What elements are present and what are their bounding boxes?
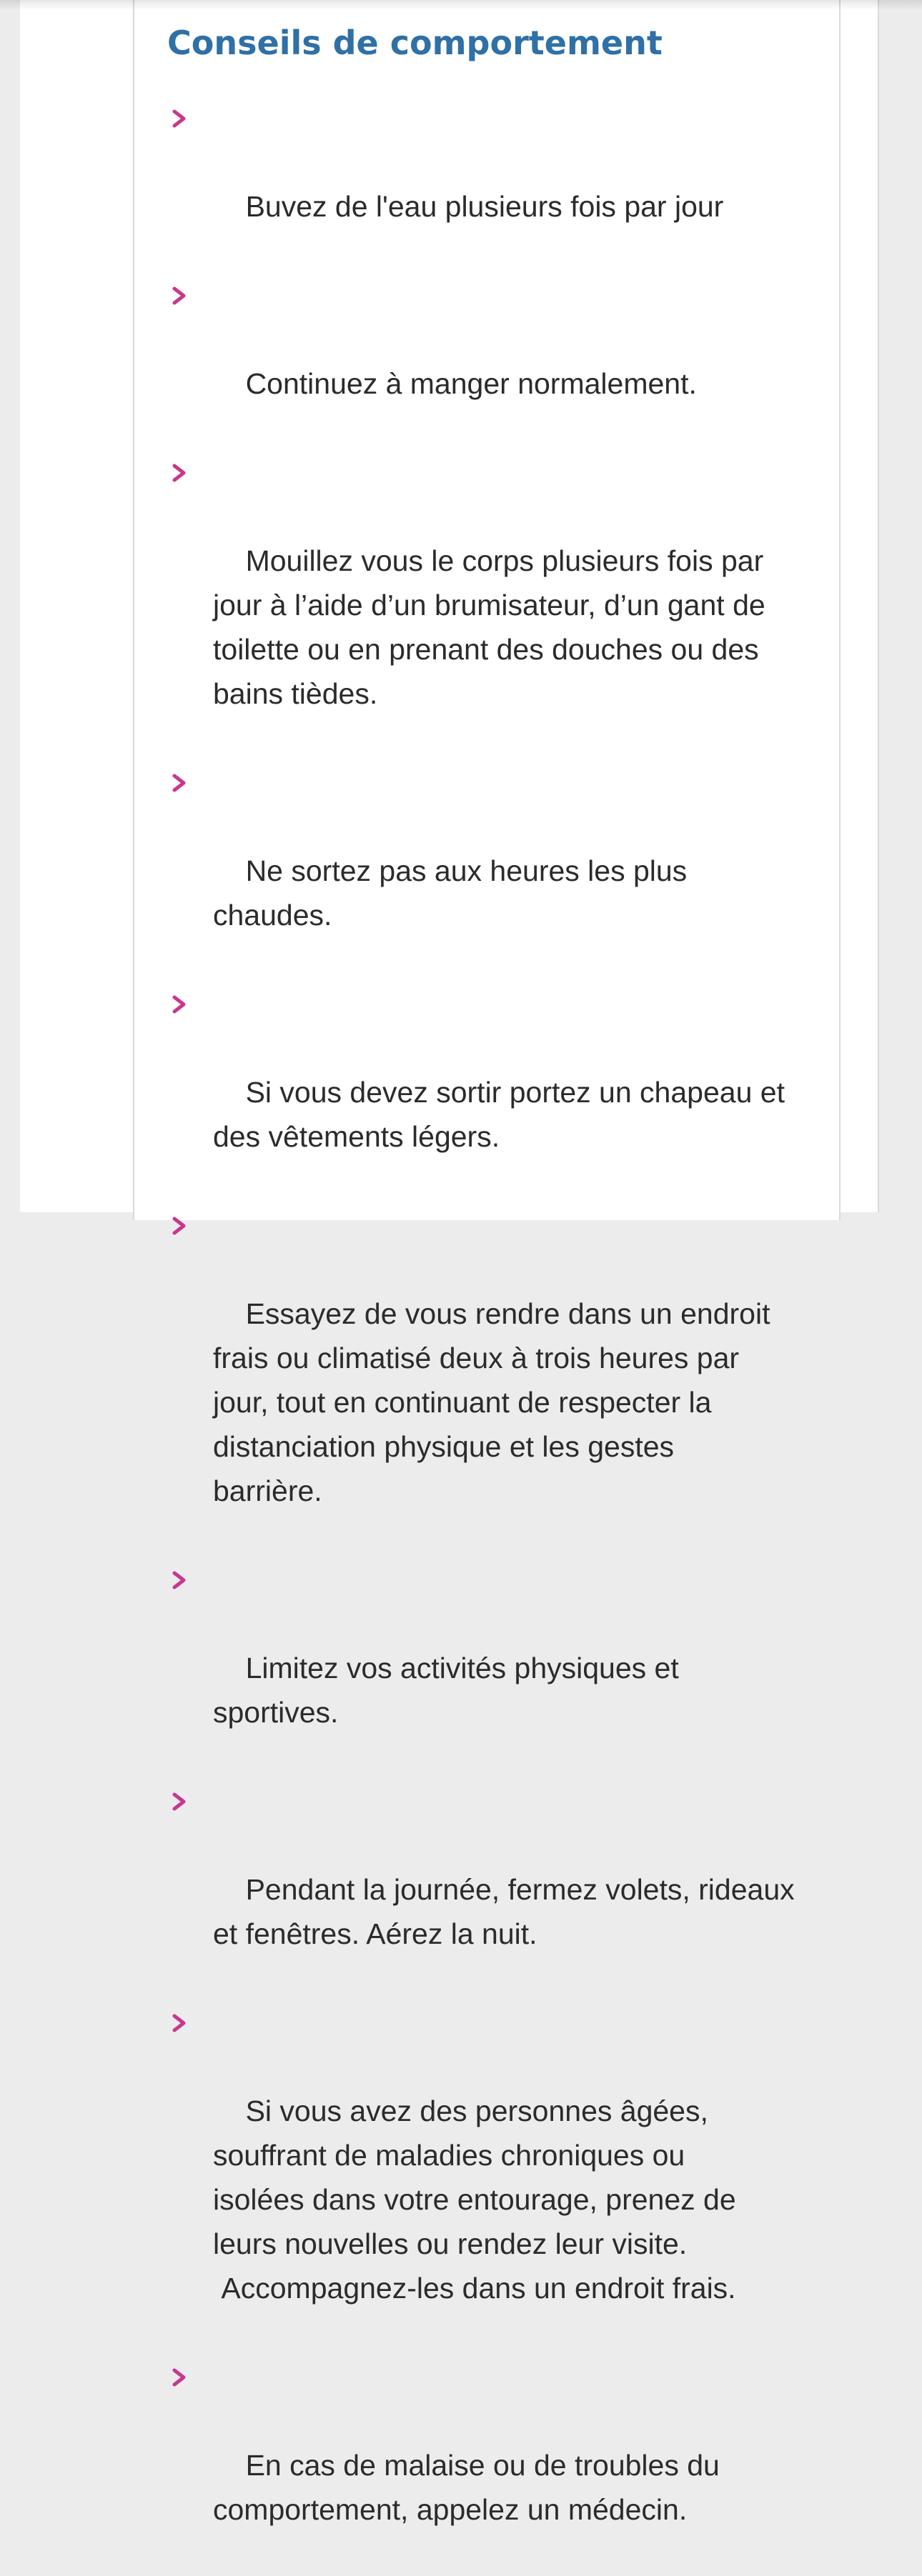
- advice-list: [169, 96, 812, 2576]
- list-item: [169, 1779, 812, 2000]
- list-item-text: Ne sortez pas aux heures les plus chaudes.: [213, 854, 695, 932]
- list-item: [169, 273, 812, 450]
- list-item-text: Pendant la journée, fermez volets, rideaux et fenêtres. Aérez la nuit.: [213, 1873, 795, 1950]
- chevron-right-icon: [170, 462, 189, 484]
- section-title: Conseils de comportement: [167, 24, 663, 62]
- list-item-text: Si vous devez sortir portez un chapeau et des vêtements légers.: [213, 1076, 785, 1153]
- chevron-right-icon: [170, 1569, 189, 1591]
- chevron-right-icon: [170, 994, 189, 1015]
- list-item: [169, 760, 812, 982]
- top-edge-shadow: [0, 0, 922, 10]
- list-item: [169, 450, 812, 760]
- chevron-right-icon: [170, 2012, 189, 2034]
- chevron-right-icon: [170, 2367, 189, 2388]
- list-item: [169, 1557, 812, 1779]
- chevron-right-icon: [170, 108, 189, 129]
- list-item-text: En cas de malaise ou de troubles du comportement, appelez un médecin.: [213, 2449, 720, 2526]
- right-divider: [878, 0, 879, 1212]
- chevron-right-icon: [170, 772, 189, 794]
- list-item: [169, 2000, 812, 2355]
- list-item: [169, 1203, 812, 1557]
- chevron-right-icon: [170, 285, 189, 306]
- list-item-text: Si vous avez des personnes âgées, souffrant de maladies chroniques ou isolées dans votre entourage, prenez de leurs nouvelles ou rendez leur visite. Accompagnez-les dans un endroit frais.: [213, 2095, 736, 2305]
- list-item-text: Buvez de l'eau plusieurs fois par jour: [245, 190, 724, 223]
- list-item: [169, 2355, 812, 2576]
- list-item: [169, 982, 812, 1203]
- chevron-right-icon: [170, 1215, 189, 1237]
- list-item-text: Limitez vos activités physiques et sportives.: [213, 1652, 679, 1729]
- list-item-text: Mouillez vous le corps plusieurs fois par jour à l’aide d’un brumisateur, d’un gant de toilette ou en prenant des douches ou des bains tièdes.: [213, 544, 765, 710]
- list-item-text: Continuez à manger normalement.: [245, 367, 697, 400]
- list-item-text: Essayez de vous rendre dans un endroit frais ou climatisé deux à trois heures par jour, tout en continuant de respecter la distanciation physique et les gestes barrière.: [213, 1297, 770, 1507]
- chevron-right-icon: [170, 1791, 189, 1812]
- list-item: [169, 96, 812, 273]
